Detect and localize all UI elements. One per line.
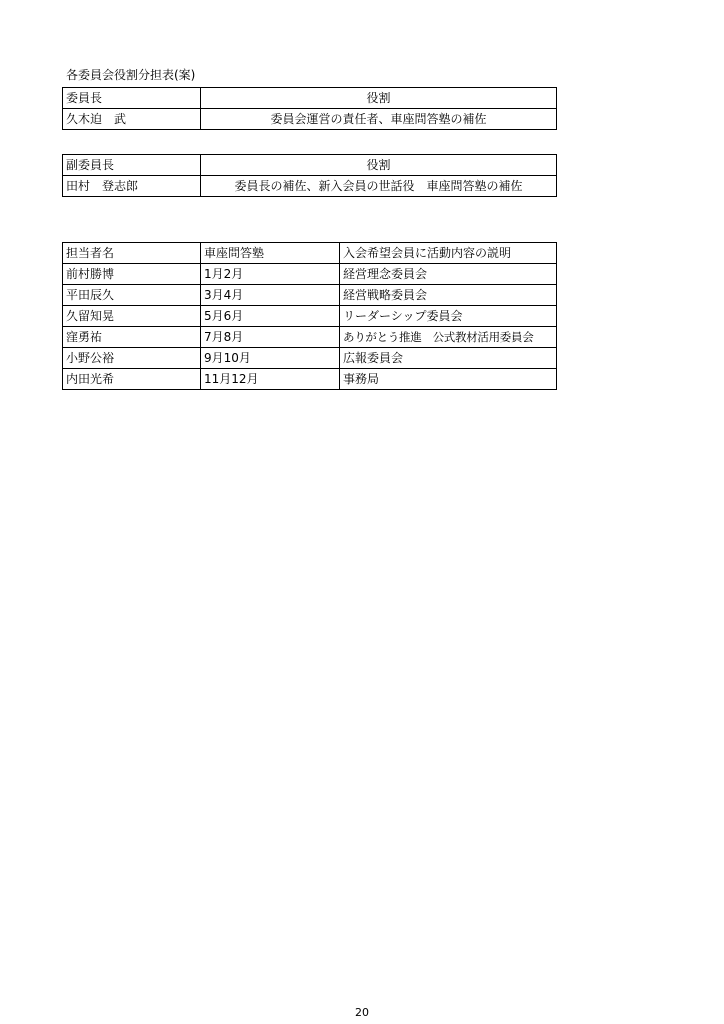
table-header-row bbox=[63, 243, 557, 264]
role-cell: 委員長の補佐、新入会員の世話役 車座問答塾の補佐 bbox=[201, 176, 557, 197]
table-row bbox=[63, 306, 557, 327]
header-cell: 委員長 bbox=[63, 88, 201, 109]
table-row bbox=[63, 264, 557, 285]
header-cell: 役割 bbox=[201, 155, 557, 176]
person-cell: 窪勇祐 bbox=[63, 327, 201, 348]
table-row bbox=[63, 369, 557, 390]
role-cell: 委員会運営の責任者、車座問答塾の補佐 bbox=[201, 109, 557, 130]
person-cell: 久留知晃 bbox=[63, 306, 201, 327]
page-number: 20 bbox=[355, 1006, 369, 1019]
person-cell: 平田辰久 bbox=[63, 285, 201, 306]
name-cell: 久木迫 武 bbox=[63, 109, 201, 130]
committee-cell: 経営戦略委員会 bbox=[340, 285, 557, 306]
assignment-table bbox=[62, 242, 557, 390]
person-cell: 内田光希 bbox=[63, 369, 201, 390]
person-cell: 小野公裕 bbox=[63, 348, 201, 369]
month-cell: 3月4月 bbox=[201, 285, 340, 306]
table-row bbox=[63, 109, 557, 130]
month-cell: 9月10月 bbox=[201, 348, 340, 369]
person-cell: 前村勝博 bbox=[63, 264, 201, 285]
header-cell: 副委員長 bbox=[63, 155, 201, 176]
name-cell: 田村 登志郎 bbox=[63, 176, 201, 197]
committee-cell: 広報委員会 bbox=[340, 348, 557, 369]
vice-chair-role-table bbox=[62, 154, 557, 197]
document-title: 各委員会役割分担表(案) bbox=[66, 68, 196, 82]
committee-cell: ありがとう推進 公式教材活用委員会 bbox=[340, 327, 557, 348]
month-cell: 11月12月 bbox=[201, 369, 340, 390]
committee-cell: 経営理念委員会 bbox=[340, 264, 557, 285]
header-cell: 役割 bbox=[201, 88, 557, 109]
table-row bbox=[63, 348, 557, 369]
header-cell: 入会希望会員に活動内容の説明 bbox=[340, 243, 557, 264]
header-cell: 車座問答塾 bbox=[201, 243, 340, 264]
committee-cell: リーダーシップ委員会 bbox=[340, 306, 557, 327]
table-header-row bbox=[63, 88, 557, 109]
committee-cell: 事務局 bbox=[340, 369, 557, 390]
month-cell: 1月2月 bbox=[201, 264, 340, 285]
table-header-row bbox=[63, 155, 557, 176]
chair-role-table bbox=[62, 87, 557, 130]
month-cell: 7月8月 bbox=[201, 327, 340, 348]
table-row bbox=[63, 285, 557, 306]
table-row bbox=[63, 176, 557, 197]
header-cell: 担当者名 bbox=[63, 243, 201, 264]
month-cell: 5月6月 bbox=[201, 306, 340, 327]
table-row bbox=[63, 327, 557, 348]
